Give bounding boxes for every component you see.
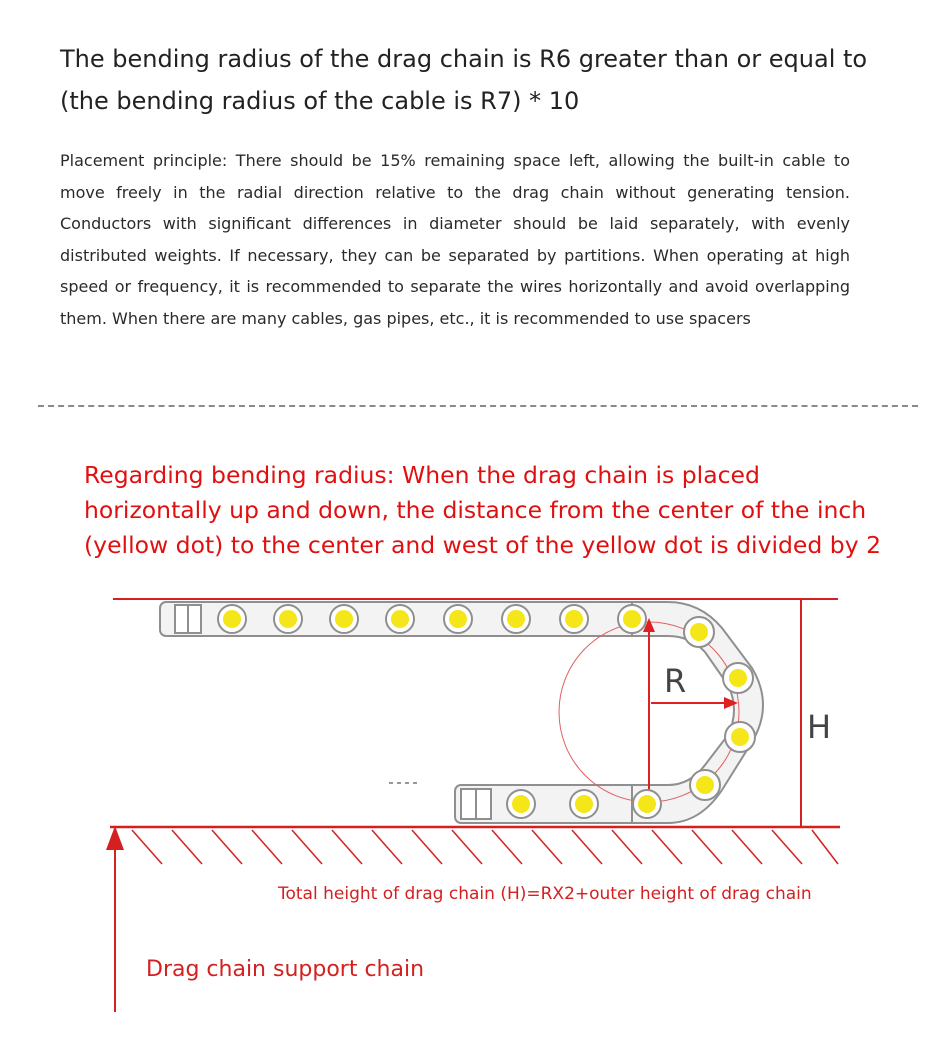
- link-dot: [684, 617, 714, 647]
- support-arrow-head: [106, 826, 124, 850]
- page-title: The bending radius of the drag chain is R6 greater than or equal to (the bending radius of the cable is R7) * 10: [60, 45, 868, 115]
- drag-chain-diagram: [0, 580, 946, 1020]
- link-dot: [386, 605, 414, 633]
- ground-hatching: [132, 830, 838, 864]
- link-dot: [507, 790, 535, 818]
- link-dot: [690, 770, 720, 800]
- link-dot: [618, 605, 646, 633]
- height-formula-caption: Total height of drag chain (H)=RX2+outer height of drag chain: [278, 884, 812, 904]
- dashed-divider: [38, 405, 918, 407]
- height-label: H: [807, 708, 832, 746]
- link-dot: [218, 605, 246, 633]
- link-dot: [274, 605, 302, 633]
- link-dot: [560, 605, 588, 633]
- lower-link-dots: [507, 790, 661, 818]
- link-dot: [444, 605, 472, 633]
- link-dot: [502, 605, 530, 633]
- support-chain-label: Drag chain support chain: [146, 957, 425, 982]
- bending-radius-heading: Regarding bending radius: When the drag chain is placed horizontally up and down, the distance from the center of the inch (yellow dot) to the center and west of the yellow dot is divided by 2: [84, 461, 882, 559]
- link-dot: [723, 663, 753, 693]
- placement-principle-text: Placement principle: There should be 15% remaining space left, allowing the built-in cable to move freely in the radial direction relative to the drag chain without generating tension. Conductors with significant differences in diameter should be laid separately, with evenly distributed weights. If necessary, they can be separated by partitions. When operating at high speed or frequency, it is recommended to separate the wires horizontally and avoid overlapping them. When there are many cables, gas pipes, etc., it is recommended to use spacers: [60, 151, 850, 328]
- link-dot: [330, 605, 358, 633]
- radius-label: R: [664, 662, 687, 700]
- link-dot: [633, 790, 661, 818]
- link-dot: [725, 722, 755, 752]
- link-dot: [570, 790, 598, 818]
